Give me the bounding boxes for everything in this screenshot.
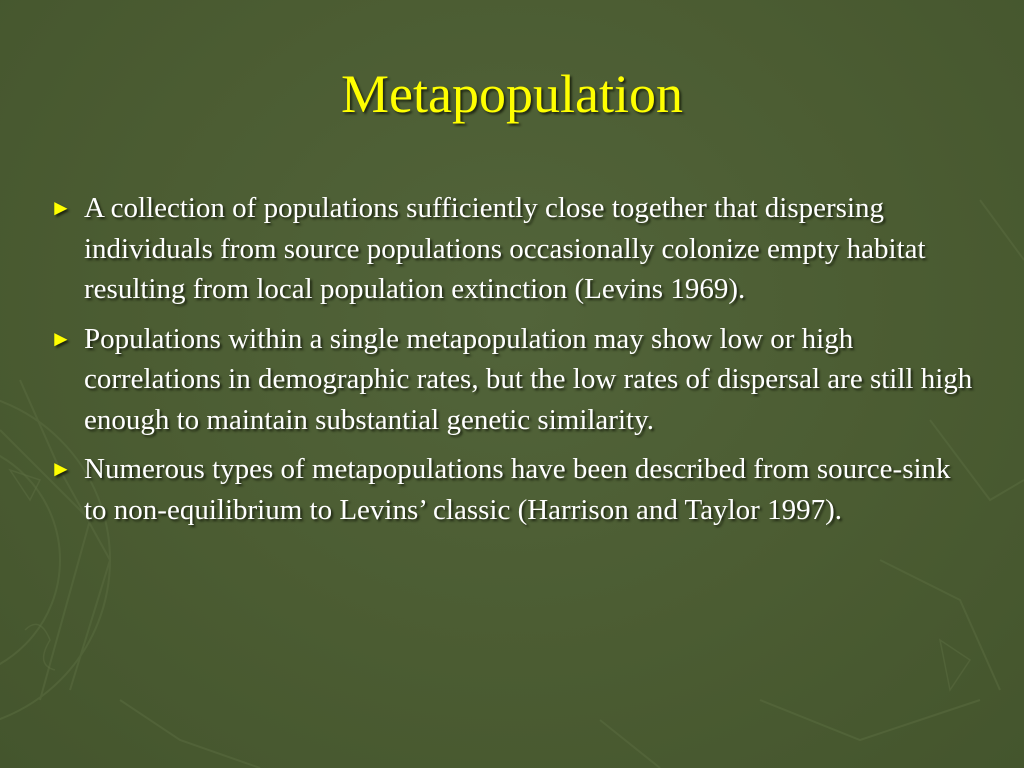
slide-title: Metapopulation (341, 64, 683, 124)
bullet-item (50, 319, 980, 441)
bullet-text: Populations within a single metapopulation may show low or high correlations in demographic rates, but the low rates of dispersal are still high enough to maintain substantial genetic similarity. (84, 322, 973, 436)
arrow-bullet-icon: ► (50, 195, 72, 220)
bullet-text: Numerous types of metapopulations have been described from source-sink to non-equilibrium to Levins’ classic (Harrison and Taylor 1997). (84, 453, 951, 526)
bullet-item (50, 449, 980, 530)
bullet-item (50, 188, 980, 310)
arrow-bullet-icon: ► (50, 325, 72, 351)
bullet-text: A collection of populations sufficiently close together that dispersing individuals from source populations occasionally colonize empty habitat resulting from local population extinction (Levins 1969). (84, 192, 926, 305)
bullet-list (50, 188, 980, 539)
arrow-bullet-icon: ► (50, 456, 72, 481)
